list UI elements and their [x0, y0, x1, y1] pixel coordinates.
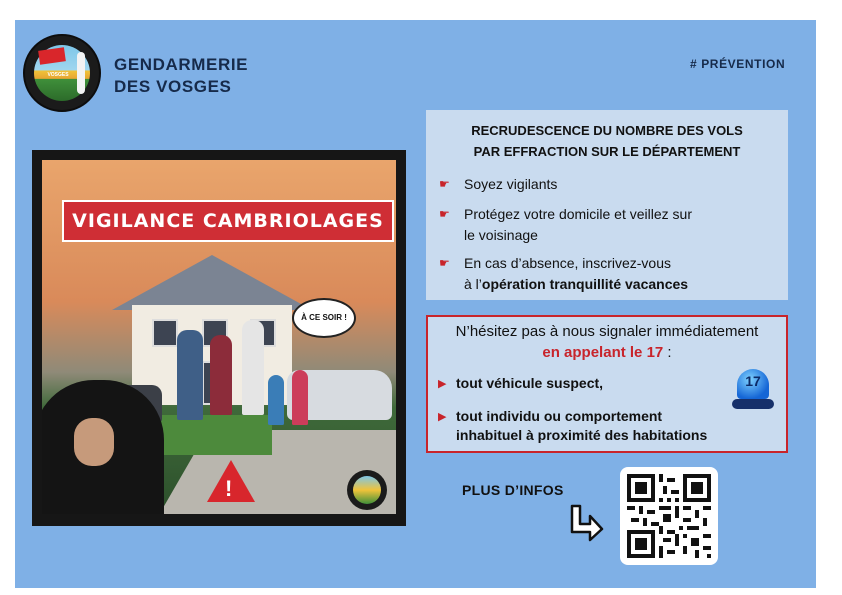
- speech-bubble: À CE SOIR !: [292, 298, 356, 338]
- alert-item-vehicle: tout véhicule suspect,: [456, 375, 604, 391]
- gendarmerie-mini-logo: [347, 470, 387, 510]
- siren-icon: [732, 369, 774, 411]
- bullet-text-line-2: le voisinage: [464, 227, 538, 243]
- info-panel: [426, 110, 788, 300]
- bullet-text-line-1: Protégez votre domicile et veillez sur: [464, 206, 692, 222]
- alert-call-17: [428, 344, 786, 361]
- illustration-frame: [32, 150, 406, 526]
- burglar-figure: [42, 380, 164, 514]
- bullet-text: [464, 253, 784, 295]
- alert-panel: [426, 315, 788, 453]
- siren-number: 17: [745, 373, 761, 389]
- family-child: [268, 375, 284, 425]
- feather-icon: [77, 52, 85, 94]
- alert-call-17-suffix: :: [663, 344, 672, 361]
- pointing-hand-icon: ☛: [439, 207, 450, 221]
- poster: [15, 20, 816, 588]
- logo-text: VOSGES: [47, 72, 69, 78]
- qr-code[interactable]: [620, 467, 718, 565]
- triangle-bullet-icon: ▶: [438, 411, 447, 423]
- exclamation-icon: !: [225, 476, 233, 501]
- pointing-hand-icon: ☛: [439, 256, 450, 270]
- vigilance-banner: VIGILANCE CAMBRIOLAGES: [62, 200, 394, 242]
- burglar-face: [74, 418, 114, 466]
- house-window: [152, 319, 178, 347]
- alert-item-individual-cont: inhabituel à proximité des habitations: [456, 427, 708, 443]
- family-father: [177, 330, 203, 420]
- family-teen: [210, 335, 232, 415]
- info-title-line-2: PAR EFFRACTION SUR LE DÉPARTEMENT: [473, 144, 741, 159]
- pointing-hand-icon: ☛: [439, 177, 450, 191]
- triangle-bullet-icon: ▶: [438, 378, 447, 390]
- bullet-text-prefix: à l’: [464, 276, 482, 292]
- gendarmerie-logo: [23, 34, 101, 112]
- bullet-text: [464, 204, 784, 246]
- arrow-right-icon: [568, 502, 604, 542]
- alert-intro: N’hésitez pas à nous signaler immédiatement: [455, 323, 759, 340]
- info-title: [426, 120, 788, 162]
- siren-base: [732, 399, 774, 409]
- brand-line-2: DES VOSGES: [114, 77, 232, 96]
- hashtag-prevention: # PRÉVENTION: [690, 57, 786, 71]
- bullet-text-line-2: [464, 274, 784, 295]
- brand-line-1: GENDARMERIE: [114, 55, 249, 74]
- family-girl: [292, 370, 308, 425]
- alert-call-17-text: en appelant le 17: [542, 344, 664, 361]
- bullet-text: Soyez vigilants: [464, 176, 558, 192]
- family-mother: [242, 320, 264, 415]
- house-roof: [112, 255, 312, 310]
- brand-title: [114, 54, 248, 98]
- bullet-text-line-1: En cas d’absence, inscrivez-vous: [464, 255, 671, 271]
- alert-item-individual: tout individu ou comportement: [456, 408, 663, 424]
- info-title-line-1: RECRUDESCENCE DU NOMBRE DES VOLS: [471, 123, 743, 138]
- burglary-scene: [42, 160, 396, 514]
- operation-tranquillite-label: opération tranquillité vacances: [481, 276, 689, 292]
- qr-code-pattern: [627, 474, 711, 558]
- more-info-label: PLUS D’INFOS: [462, 482, 564, 498]
